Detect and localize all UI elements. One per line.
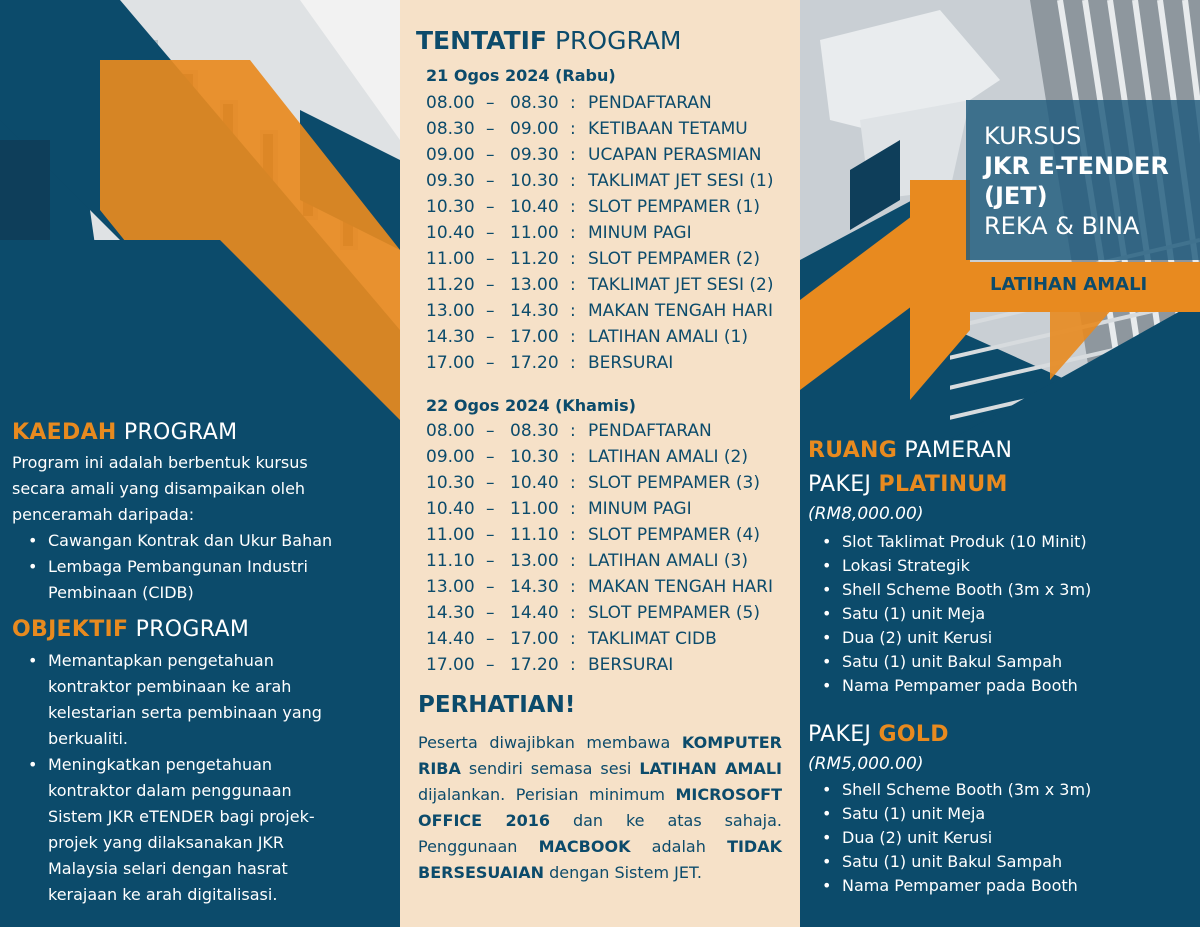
time-dash: – [486, 301, 495, 321]
kaedah-heading-accent: KAEDAH [12, 420, 117, 445]
notice-text: dan ke atas sahaja. Penggunaan [418, 811, 783, 856]
list-item: • Slot Taklimat Produk (10 Minit) [806, 530, 1198, 554]
schedule-row [426, 444, 796, 470]
schedule-row [426, 324, 796, 350]
activity: TAKLIMAT JET SESI (2) [588, 275, 774, 295]
platinum-name: PLATINUM [878, 472, 1008, 497]
time-colon: : [570, 197, 576, 217]
end-time: 10.30 [510, 447, 559, 467]
list-item: • Dua (2) unit Kerusi [806, 826, 1198, 850]
course-title-box [966, 100, 1200, 260]
time-dash: – [486, 197, 495, 217]
activity: SLOT PEMPAMER (2) [588, 249, 760, 269]
time-dash: – [486, 421, 495, 441]
schedule-row [426, 298, 796, 324]
perhatian-notice [418, 730, 782, 886]
end-time: 14.30 [510, 301, 559, 321]
list-item: • Cawangan Kontrak dan Ukur Bahan [12, 528, 380, 554]
notice-emphasis: MICROSOFT OFFICE 2016 [418, 785, 782, 830]
list-item: • Nama Pempamer pada Booth [806, 674, 1198, 698]
time-dash: – [486, 551, 495, 571]
notice-emphasis: MACBOOK [538, 837, 631, 856]
day1-date: 21 Ogos 2024 (Rabu) [426, 66, 616, 85]
start-time: 17.00 [426, 353, 475, 373]
time-dash: – [486, 171, 495, 191]
schedule-row [426, 470, 796, 496]
time-colon: : [570, 525, 576, 545]
time-dash: – [486, 577, 495, 597]
end-time: 17.00 [510, 629, 559, 649]
schedule-row [426, 522, 796, 548]
time-dash: – [486, 353, 495, 373]
activity: KETIBAAN TETAMU [588, 119, 748, 139]
time-colon: : [570, 249, 576, 269]
schedule-row [426, 194, 796, 220]
objektif-heading-rest: PROGRAM [135, 617, 250, 642]
activity: LATIHAN AMALI (2) [588, 447, 748, 467]
activity: TAKLIMAT CIDB [588, 629, 717, 649]
end-time: 08.30 [510, 421, 559, 441]
ruang-heading [808, 438, 1012, 463]
notice-emphasis: TIDAK BERSESUAIAN [418, 837, 782, 882]
end-time: 10.30 [510, 171, 559, 191]
platinum-heading [808, 472, 1008, 497]
time-colon: : [570, 301, 576, 321]
schedule-row [426, 418, 796, 444]
time-dash: – [486, 223, 495, 243]
notice-text: Peserta diwajibkan membawa [418, 733, 682, 752]
activity: PENDAFTARAN [588, 421, 712, 441]
time-dash: – [486, 525, 495, 545]
start-time: 09.00 [426, 145, 475, 165]
end-time: 09.30 [510, 145, 559, 165]
time-colon: : [570, 603, 576, 623]
schedule-row [426, 600, 796, 626]
start-time: 11.00 [426, 525, 475, 545]
activity: TAKLIMAT JET SESI (1) [588, 171, 774, 191]
activity: SLOT PEMPAMER (5) [588, 603, 760, 623]
schedule-row [426, 652, 796, 678]
perhatian-title: PERHATIAN! [418, 692, 576, 718]
start-time: 10.40 [426, 223, 475, 243]
ruang-heading-accent: RUANG [808, 438, 898, 463]
end-time: 11.10 [510, 525, 559, 545]
tentatif-title-bold: TENTATIF [416, 26, 548, 55]
end-time: 17.20 [510, 353, 559, 373]
end-time: 11.20 [510, 249, 559, 269]
objektif-heading [12, 617, 249, 642]
course-title-line: (JET) [984, 182, 1048, 210]
time-colon: : [570, 119, 576, 139]
schedule-row [426, 246, 796, 272]
activity: SLOT PEMPAMER (4) [588, 525, 760, 545]
gold-list [806, 778, 1198, 898]
end-time: 10.40 [510, 473, 559, 493]
start-time: 11.00 [426, 249, 475, 269]
schedule-row [426, 350, 796, 376]
list-item: • Dua (2) unit Kerusi [806, 626, 1198, 650]
time-colon: : [570, 171, 576, 191]
list-item: • Satu (1) unit Bakul Sampah [806, 850, 1198, 874]
kaedah-list [12, 528, 380, 606]
time-colon: : [570, 145, 576, 165]
time-colon: : [570, 421, 576, 441]
time-dash: – [486, 629, 495, 649]
activity: UCAPAN PERASMIAN [588, 145, 762, 165]
activity: MINUM PAGI [588, 223, 692, 243]
notice-text: sendiri semasa sesi [460, 759, 640, 778]
time-dash: – [486, 145, 495, 165]
list-item: • Shell Scheme Booth (3m x 3m) [806, 778, 1198, 802]
course-title-line: JKR E-TENDER [984, 152, 1169, 180]
time-dash: – [486, 249, 495, 269]
tentatif-title [416, 26, 682, 55]
activity: MAKAN TENGAH HARI [588, 577, 773, 597]
activity: LATIHAN AMALI (3) [588, 551, 748, 571]
time-colon: : [570, 447, 576, 467]
time-colon: : [570, 275, 576, 295]
start-time: 14.30 [426, 603, 475, 623]
end-time: 17.20 [510, 655, 559, 675]
time-dash: – [486, 275, 495, 295]
end-time: 13.00 [510, 275, 559, 295]
kaedah-intro-line: Program ini adalah berbentuk kursus [12, 453, 308, 472]
time-dash: – [486, 473, 495, 493]
schedule-row [426, 574, 796, 600]
time-colon: : [570, 223, 576, 243]
activity: SLOT PEMPAMER (1) [588, 197, 760, 217]
time-colon: : [570, 499, 576, 519]
kaedah-heading [12, 420, 237, 445]
end-time: 13.00 [510, 551, 559, 571]
middle-panel [400, 0, 800, 927]
end-time: 09.00 [510, 119, 559, 139]
end-time: 17.00 [510, 327, 559, 347]
time-colon: : [570, 473, 576, 493]
kaedah-intro-line: secara amali yang disampaikan oleh [12, 479, 306, 498]
notice-text: adalah [630, 837, 728, 856]
start-time: 14.30 [426, 327, 475, 347]
schedule-row [426, 142, 796, 168]
objektif-list [12, 648, 376, 908]
gold-name: GOLD [878, 722, 949, 747]
left-panel [0, 0, 400, 927]
day1-schedule [426, 90, 796, 376]
end-time: 10.40 [510, 197, 559, 217]
course-title-line: KURSUS [984, 122, 1082, 150]
building-illustration [0, 0, 400, 420]
start-time: 14.40 [426, 629, 475, 649]
schedule-row [426, 496, 796, 522]
start-time: 08.30 [426, 119, 475, 139]
start-time: 17.00 [426, 655, 475, 675]
activity: MAKAN TENGAH HARI [588, 301, 773, 321]
list-item: • Shell Scheme Booth (3m x 3m) [806, 578, 1198, 602]
notice-text: dijalankan. Perisian minimum [418, 785, 676, 804]
activity: PENDAFTARAN [588, 93, 712, 113]
time-dash: – [486, 603, 495, 623]
time-colon: : [570, 655, 576, 675]
start-time: 09.00 [426, 447, 475, 467]
day2-date: 22 Ogos 2024 (Khamis) [426, 396, 636, 415]
schedule-row [426, 548, 796, 574]
course-title-line: REKA & BINA [984, 212, 1140, 240]
kaedah-heading-rest: PROGRAM [123, 420, 238, 445]
schedule-row [426, 116, 796, 142]
start-time: 13.00 [426, 301, 475, 321]
time-dash: – [486, 655, 495, 675]
list-item: • Meningkatkan pengetahuan kontraktor dalam penggunaan Sistem JKR eTENDER bagi projek- projek yang dilaksanakan JKR Malaysia selari dengan hasrat kerajaan ke arah digitalisasi. [12, 752, 376, 908]
time-colon: : [570, 93, 576, 113]
time-dash: – [486, 93, 495, 113]
start-time: 08.00 [426, 421, 475, 441]
time-dash: – [486, 499, 495, 519]
list-item: • Satu (1) unit Meja [806, 802, 1198, 826]
start-time: 09.30 [426, 171, 475, 191]
schedule-row [426, 90, 796, 116]
panel-divider [400, 0, 406, 927]
gold-prefix: PAKEJ [808, 722, 872, 747]
end-time: 11.00 [510, 223, 559, 243]
platinum-list [806, 530, 1198, 698]
time-colon: : [570, 629, 576, 649]
gold-price: (RM5,000.00) [808, 754, 924, 774]
platinum-prefix: PAKEJ [808, 472, 872, 497]
platinum-price: (RM8,000.00) [808, 504, 924, 524]
time-dash: – [486, 327, 495, 347]
start-time: 10.30 [426, 197, 475, 217]
schedule-row [426, 626, 796, 652]
start-time: 10.30 [426, 473, 475, 493]
list-item: • Lembaga Pembangunan Industri Pembinaan (CIDB) [12, 554, 380, 606]
start-time: 11.10 [426, 551, 475, 571]
activity: BERSURAI [588, 655, 674, 675]
objektif-heading-accent: OBJEKTIF [12, 617, 129, 642]
list-item: • Satu (1) unit Bakul Sampah [806, 650, 1198, 674]
end-time: 14.30 [510, 577, 559, 597]
activity: BERSURAI [588, 353, 674, 373]
kaedah-intro [12, 450, 380, 528]
latihan-amali-badge [966, 262, 1200, 312]
ruang-heading-rest: PAMERAN [904, 438, 1013, 463]
time-colon: : [570, 327, 576, 347]
notice-emphasis: KOMPUTER RIBA [418, 733, 782, 778]
list-item: • Lokasi Strategik [806, 554, 1198, 578]
list-item: • Nama Pempamer pada Booth [806, 874, 1198, 898]
kaedah-intro-line: penceramah daripada: [12, 505, 195, 524]
day2-schedule [426, 418, 796, 678]
start-time: 08.00 [426, 93, 475, 113]
end-time: 11.00 [510, 499, 559, 519]
end-time: 14.40 [510, 603, 559, 623]
tentatif-title-rest: PROGRAM [554, 26, 682, 55]
list-item: • Satu (1) unit Meja [806, 602, 1198, 626]
gold-heading [808, 722, 949, 747]
activity: LATIHAN AMALI (1) [588, 327, 748, 347]
time-dash: – [486, 447, 495, 467]
list-item: • Memantapkan pengetahuan kontraktor pembinaan ke arah kelestarian serta pembinaan yang berkualiti. [12, 648, 376, 752]
notice-emphasis: LATIHAN AMALI [639, 759, 782, 778]
latihan-amali-label: LATIHAN AMALI [990, 274, 1148, 295]
time-colon: : [570, 577, 576, 597]
time-dash: – [486, 119, 495, 139]
activity: MINUM PAGI [588, 499, 692, 519]
time-colon: : [570, 551, 576, 571]
start-time: 10.40 [426, 499, 475, 519]
activity: SLOT PEMPAMER (3) [588, 473, 760, 493]
notice-text: dengan Sistem JET. [544, 863, 702, 882]
right-panel [800, 0, 1200, 927]
time-colon: : [570, 353, 576, 373]
panel-divider [794, 0, 800, 927]
end-time: 08.30 [510, 93, 559, 113]
schedule-row [426, 168, 796, 194]
start-time: 11.20 [426, 275, 475, 295]
schedule-row [426, 220, 796, 246]
start-time: 13.00 [426, 577, 475, 597]
schedule-row [426, 272, 796, 298]
